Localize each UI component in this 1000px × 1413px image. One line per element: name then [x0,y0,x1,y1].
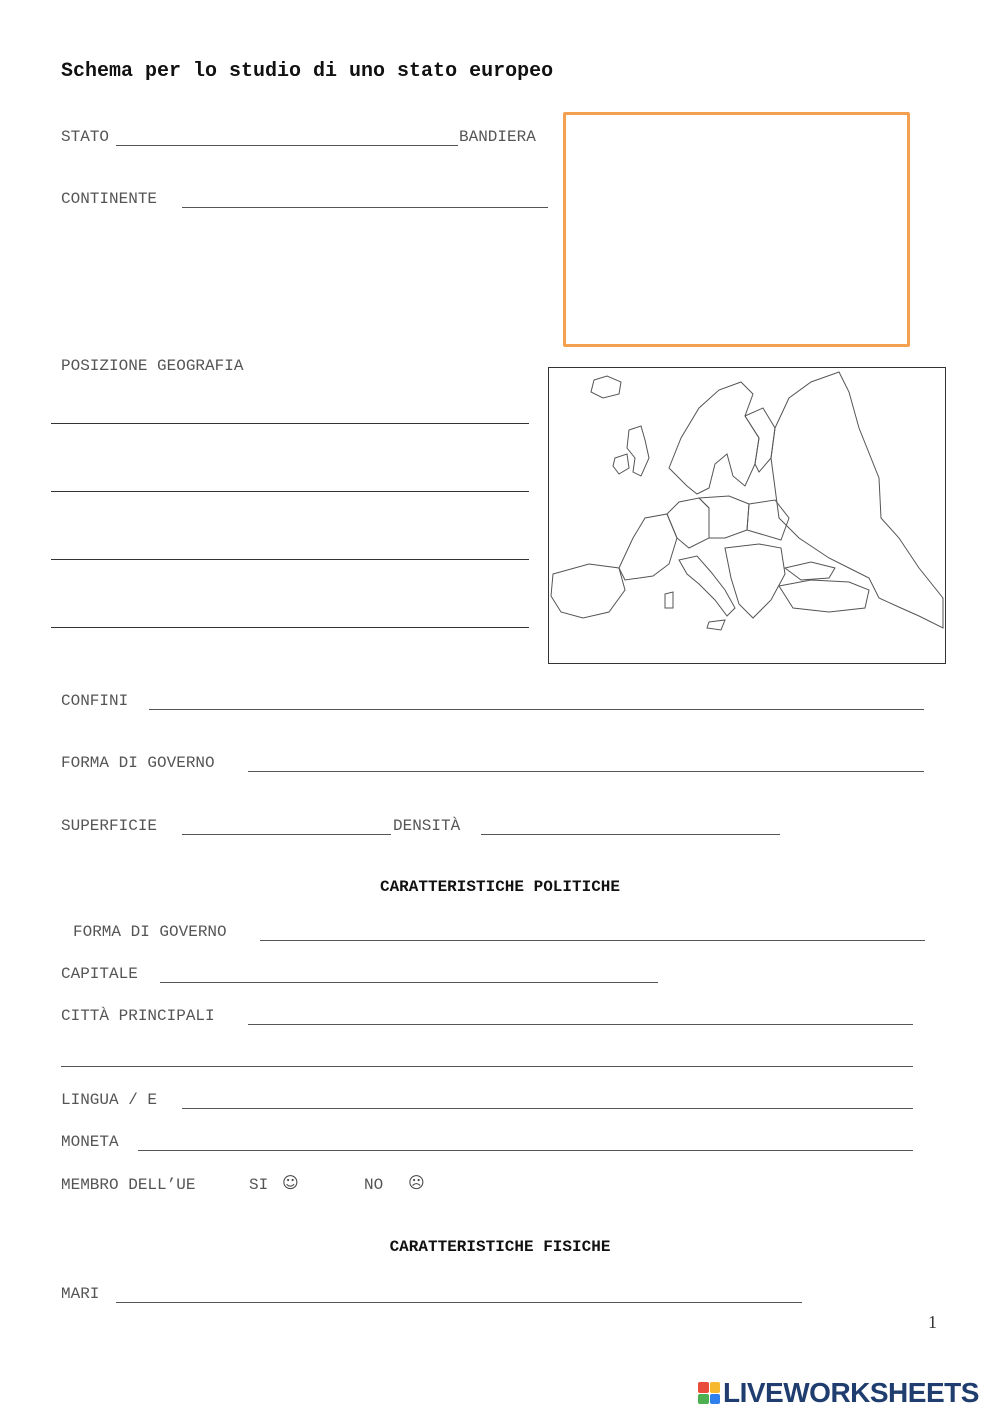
lingua-field[interactable] [182,1090,913,1109]
posizione-line-2[interactable] [51,490,529,492]
posizione-line-3[interactable] [51,558,529,560]
confini-field[interactable] [149,691,924,710]
page-number: 1 [928,1312,937,1332]
mari-label: MARI [61,1285,100,1303]
flag-box[interactable] [563,112,910,347]
frown-icon: ☹ [408,1173,425,1192]
superficie-field[interactable] [182,816,391,835]
brand-name: LIVEWORKSHEETS [723,1377,979,1408]
citta-field-2[interactable] [61,1048,913,1067]
smile-icon: ☺ [282,1173,299,1192]
si-option[interactable]: SI [249,1176,269,1194]
liveworksheets-logo[interactable] [698,1378,979,1408]
moneta-label: MONETA [61,1133,119,1151]
continente-label: CONTINENTE [61,190,158,208]
brand-icon [698,1382,720,1404]
citta-label: CITTÀ PRINCIPALI [61,1007,215,1025]
posizione-label: POSIZIONE GEOGRAFIA [61,357,244,375]
mari-field[interactable] [116,1284,802,1303]
europe-map [548,367,946,664]
forma-governo-2-label: FORMA DI GOVERNO [73,923,227,941]
densita-label: DENSITÀ [393,817,461,835]
forma-governo-2-field[interactable] [260,922,925,941]
stato-field[interactable] [116,127,458,146]
europe-map-outline [549,368,945,663]
membro-ue-label: MEMBRO DELL’UE [61,1176,196,1194]
capitale-label: CAPITALE [61,965,138,983]
no-option[interactable]: NO [364,1176,384,1194]
section-politiche-heading: CARATTERISTICHE POLITICHE [379,878,621,896]
capitale-field[interactable] [160,964,658,983]
forma-governo-label: FORMA DI GOVERNO [61,754,215,772]
stato-label: STATO [61,128,110,146]
page-title: Schema per lo studio di uno stato europeo [61,60,554,83]
posizione-line-1[interactable] [51,422,529,424]
posizione-line-4[interactable] [51,626,529,628]
confini-label: CONFINI [61,692,129,710]
forma-governo-field[interactable] [248,753,924,772]
section-fisiche-heading: CARATTERISTICHE FISICHE [389,1238,611,1256]
moneta-field[interactable] [138,1132,913,1151]
continente-field[interactable] [182,189,548,208]
bandiera-label: BANDIERA [459,128,536,146]
densita-field[interactable] [481,816,780,835]
lingua-label: LINGUA / E [61,1091,158,1109]
superficie-label: SUPERFICIE [61,817,158,835]
citta-field[interactable] [248,1006,913,1025]
